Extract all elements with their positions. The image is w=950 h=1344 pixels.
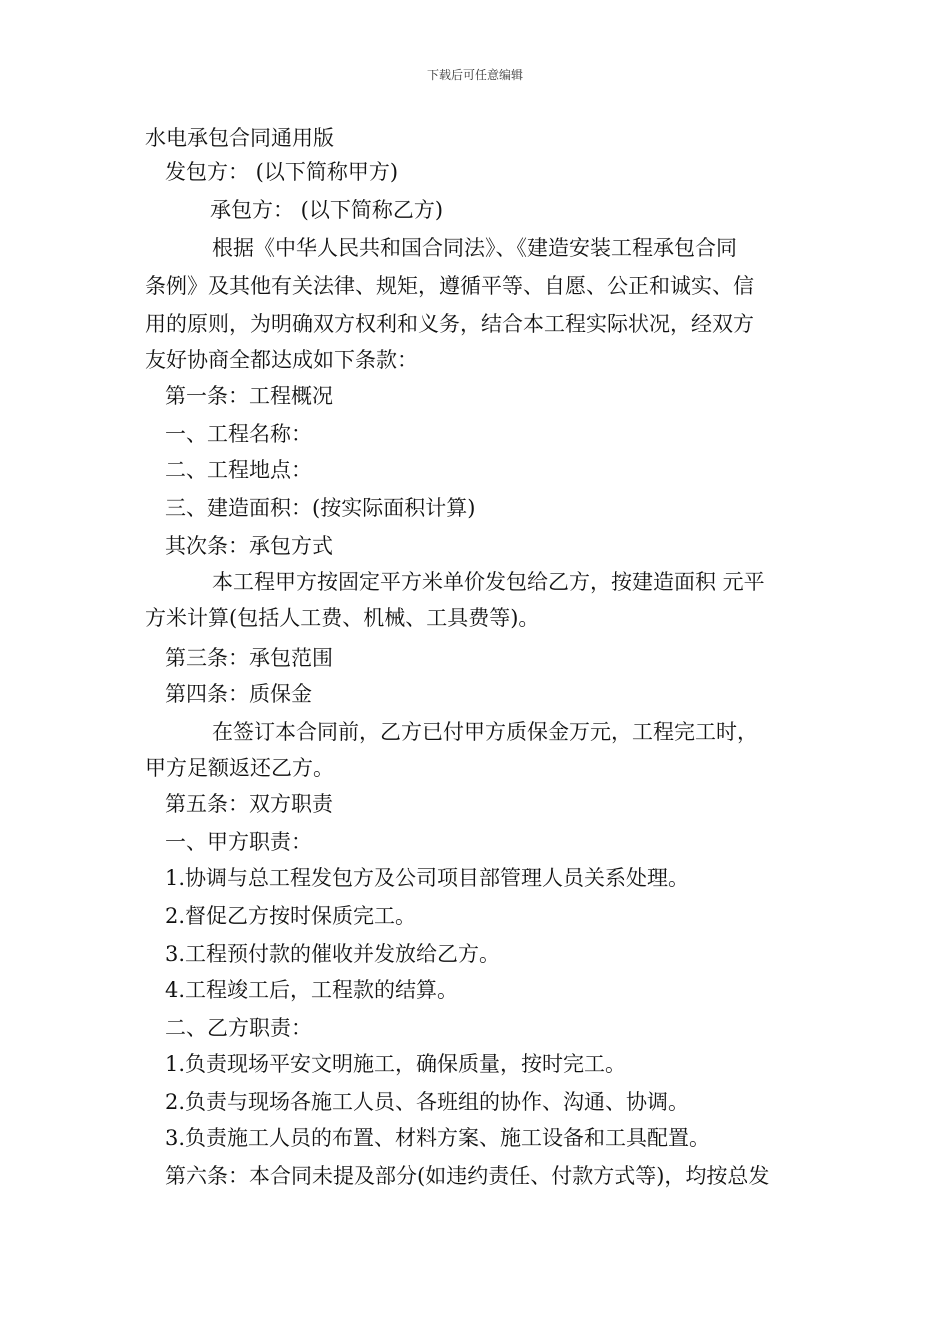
project-area: 三、建造面积：(按实际面积计算) bbox=[165, 496, 476, 520]
preamble-line-1: 根据《中华人民共和国合同法》、《建造安装工程承包合同 bbox=[212, 236, 737, 260]
party-b-duty-1: 1.负责现场平安文明施工，确保质量，按时完工。 bbox=[165, 1052, 627, 1076]
article-2-heading: 其次条：承包方式 bbox=[165, 534, 333, 558]
project-location: 二、工程地点： bbox=[165, 458, 312, 482]
preamble-line-3: 用的原则，为明确双方权利和义务，结合本工程实际状况，经双方 bbox=[145, 312, 754, 336]
article-1-heading: 第一条：工程概况 bbox=[165, 384, 333, 408]
document-title: 水电承包合同通用版 bbox=[145, 126, 334, 150]
party-b-line: 承包方： (以下简称乙方) bbox=[210, 198, 444, 222]
article-6-line-1: 第六条：本合同未提及部分(如违约责任、付款方式等)，均按总发 bbox=[165, 1164, 770, 1188]
party-a-duty-1: 1.协调与总工程发包方及公司项目部管理人员关系处理。 bbox=[165, 866, 690, 890]
party-a-duty-3: 3.工程预付款的催收并发放给乙方。 bbox=[165, 942, 501, 966]
preamble-line-4: 友好协商全都达成如下条款： bbox=[145, 348, 418, 372]
article-3-heading: 第三条：承包范围 bbox=[165, 646, 333, 670]
party-b-duties-heading: 二、乙方职责： bbox=[165, 1016, 312, 1040]
party-b-duty-3: 3.负责施工人员的布置、材料方案、施工设备和工具配置。 bbox=[165, 1126, 711, 1150]
party-b-duty-2: 2.负责与现场各施工人员、各班组的协作、沟通、协调。 bbox=[165, 1090, 690, 1114]
party-a-duty-4: 4.工程竣工后，工程款的结算。 bbox=[165, 978, 459, 1002]
party-a-duties-heading: 一、甲方职责： bbox=[165, 830, 312, 854]
page-header: 下载后可任意编辑 bbox=[426, 68, 523, 82]
project-name: 一、工程名称： bbox=[165, 422, 312, 446]
preamble-line-2: 条例》及其他有关法律、规矩，遵循平等、自愿、公正和诚实、信 bbox=[145, 274, 754, 298]
article-4-line-1: 在签订本合同前，乙方已付甲方质保金万元，工程完工时， bbox=[212, 720, 758, 744]
party-a-duty-2: 2.督促乙方按时保质完工。 bbox=[165, 904, 417, 928]
article-5-heading: 第五条：双方职责 bbox=[165, 792, 333, 816]
article-2-line-1: 本工程甲方按固定平方米单价发包给乙方，按建造面积 元平 bbox=[212, 570, 765, 594]
party-a-line: 发包方： (以下简称甲方) bbox=[165, 160, 399, 184]
article-4-heading: 第四条：质保金 bbox=[165, 682, 312, 706]
article-4-line-2: 甲方足额返还乙方。 bbox=[145, 756, 334, 780]
article-2-line-2: 方米计算(包括人工费、机械、工具费等)。 bbox=[145, 606, 540, 630]
